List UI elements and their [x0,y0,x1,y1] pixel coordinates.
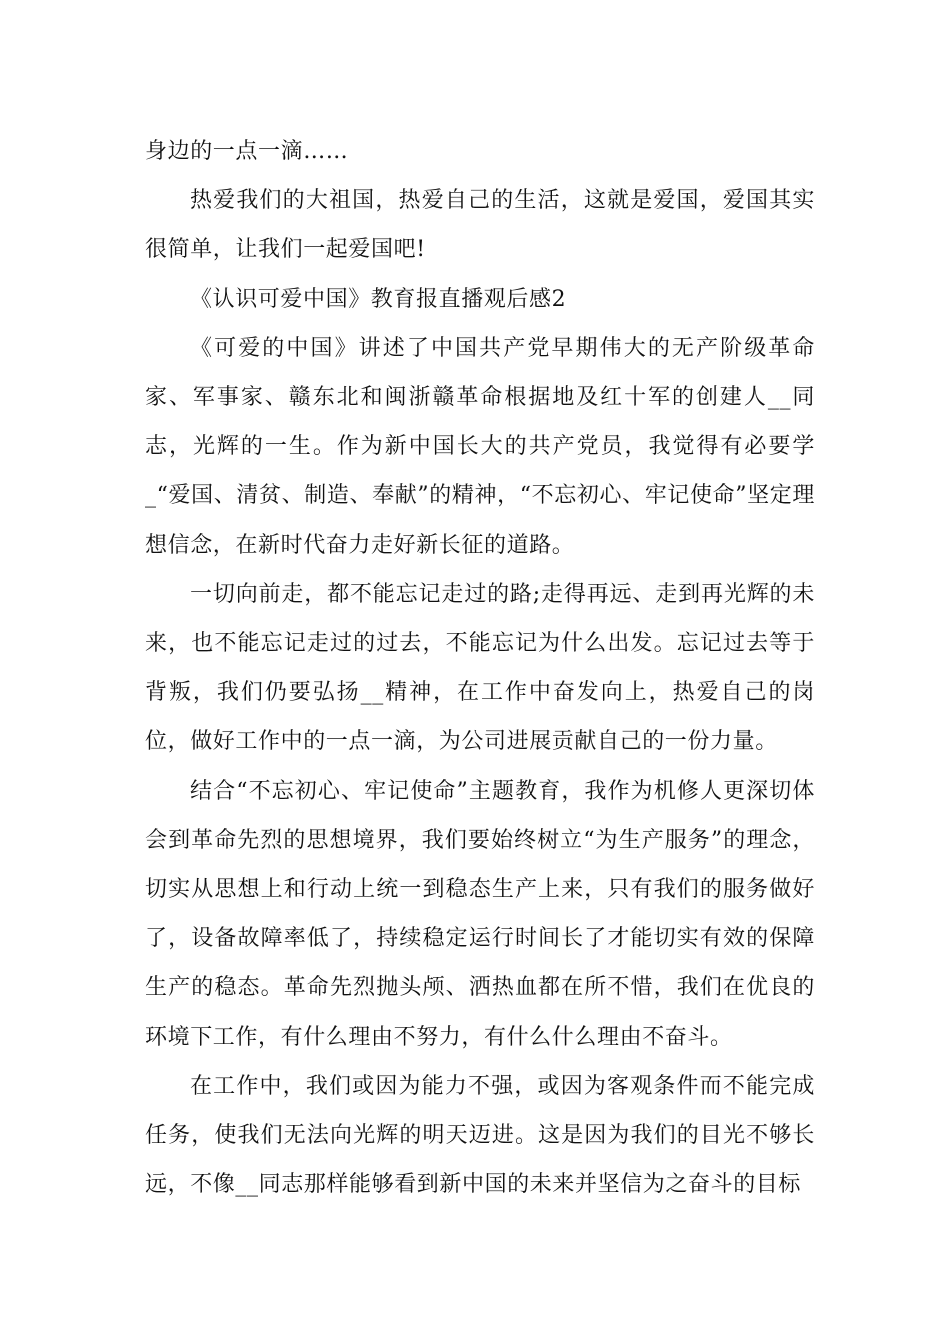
paragraph-6: 在工作中，我们或因为能力不强，或因为客观条件而不能完成任务，使我们无法向光辉的明天迈进。这是因为我们的目光不够长远，不像__同志那样能够看到新中国的未来并坚信为之奋斗的目标 [145,1073,815,1198]
document-body [145,127,815,1209]
paragraph-5: 结合“不忘初心、牢记使命”主题教育，我作为机修人更深切体会到革命先烈的思想境界，我们要始终树立“为生产服务”的理念，切实从思想上和行动上统一到稳态生产上来，只有我们的服务做好了，设备故障率低了，持续稳定运行时间长了才能切实有效的保障生产的稳态。革命先烈抛头颅、洒热血都在所不惜，我们在优良的环境下工作，有什么理由不努力，有什么什么理由不奋斗。 [145,778,815,1050]
paragraph-4: 一切向前走，都不能忘记走过的路;走得再远、走到再光辉的未来，也不能忘记走过的过去，不能忘记为什么出发。忘记过去等于背叛，我们仍要弘扬__精神，在工作中奋发向上，热爱自己的岗位，做好工作中的一点一滴，为公司进展贡献自己的一份力量。 [145,581,815,755]
paragraph-1: 身边的一点一滴…… [145,139,349,164]
section-heading: 《认识可爱中国》教育报直播观后感2 [190,286,567,312]
paragraph-3: 《可爱的中国》讲述了中国共产党早期伟大的无产阶级革命家、军事家、赣东北和闽浙赣革命根据地及红十军的创建人__同志，光辉的一生。作为新中国长大的共产党员，我觉得有必要学_“爱国、清贫、制造、奉献”的精神，“不忘初心、牢记使命”坚定理想信念，在新时代奋力走好新长征的道路。 [145,335,815,558]
paragraph-2: 热爱我们的大祖国，热爱自己的生活，这就是爱国，爱国其实很简单，让我们一起爱国吧! [145,188,815,263]
